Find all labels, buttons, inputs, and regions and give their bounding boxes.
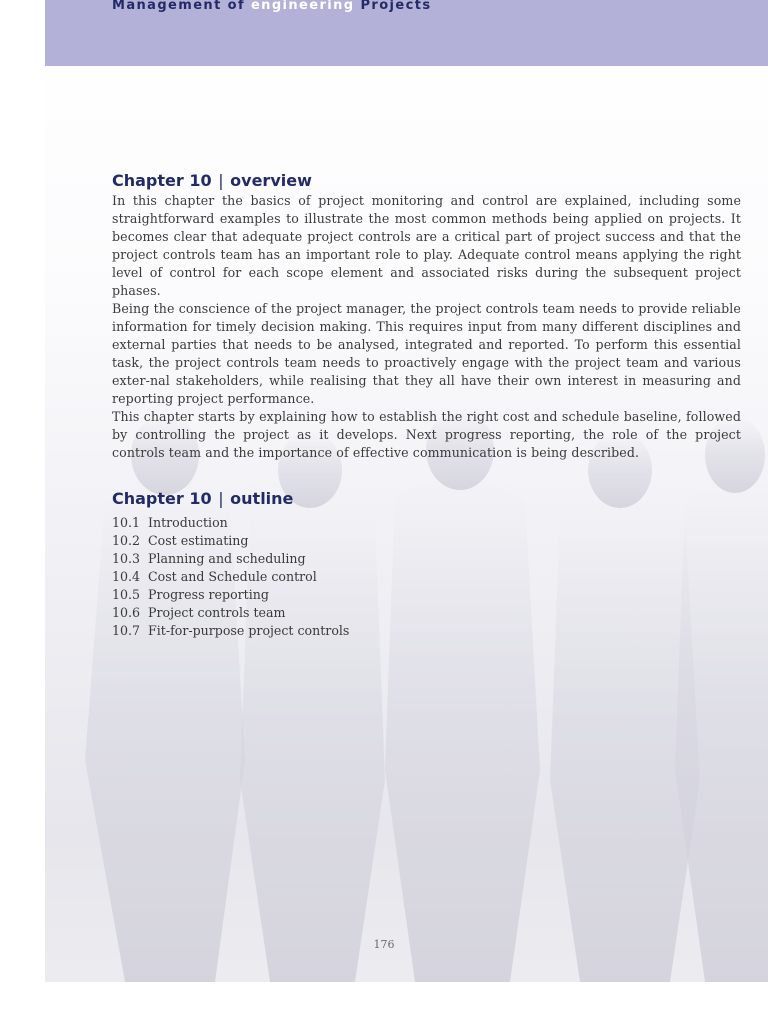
page-number: 176 bbox=[373, 938, 395, 951]
running-header-title: Management of engineering Projects bbox=[112, 0, 432, 13]
overview-paragraph: This chapter starts by explaining how to establish the right cost and schedule baseline, followed by controlling the project as it develops. Next progress reporting, the role of the project controls team and the importance of effective communication is being described. bbox=[112, 409, 741, 460]
overview-body bbox=[112, 192, 741, 462]
outline-heading: Chapter 10 | outline bbox=[112, 489, 294, 508]
outline-item: 10.4 Cost and Schedule control bbox=[112, 569, 317, 584]
overview-heading: Chapter 10 | overview bbox=[112, 171, 312, 190]
outline-item: 10.7 Fit-for-purpose project controls bbox=[112, 623, 350, 638]
outline-item: 10.6 Project controls team bbox=[112, 605, 286, 620]
content bbox=[112, 170, 741, 640]
outline-item: 10.5 Progress reporting bbox=[112, 587, 269, 602]
outline-item: 10.2 Cost estimating bbox=[112, 533, 249, 548]
outline-item: 10.3 Planning and scheduling bbox=[112, 551, 306, 566]
overview-paragraph: In this chapter the basics of project monitoring and control are explained, including some straightforward examples to illustrate the most common methods being applied on projects. It becomes clear that adequate project controls are a critical part of project success and that the project controls team has an important role to play. Adequate control means applying the right level of control for each scope element and associated risks during the subsequent project phases. bbox=[112, 193, 741, 298]
outline-item: 10.1 Introduction bbox=[112, 515, 228, 530]
overview-paragraph: Being the conscience of the project manager, the project controls team needs to provide reliable information for timely decision making. This requires input from many different disciplines and external parties that needs to be analysed, integrated and reported. To perform this essential task, the project controls team needs to proactively engage with the project team and various exter-nal stakeholders, while realising that they all have their own interest in measuring and reporting project performance. bbox=[112, 301, 741, 406]
header-band bbox=[45, 0, 768, 66]
outline-list bbox=[112, 514, 741, 640]
